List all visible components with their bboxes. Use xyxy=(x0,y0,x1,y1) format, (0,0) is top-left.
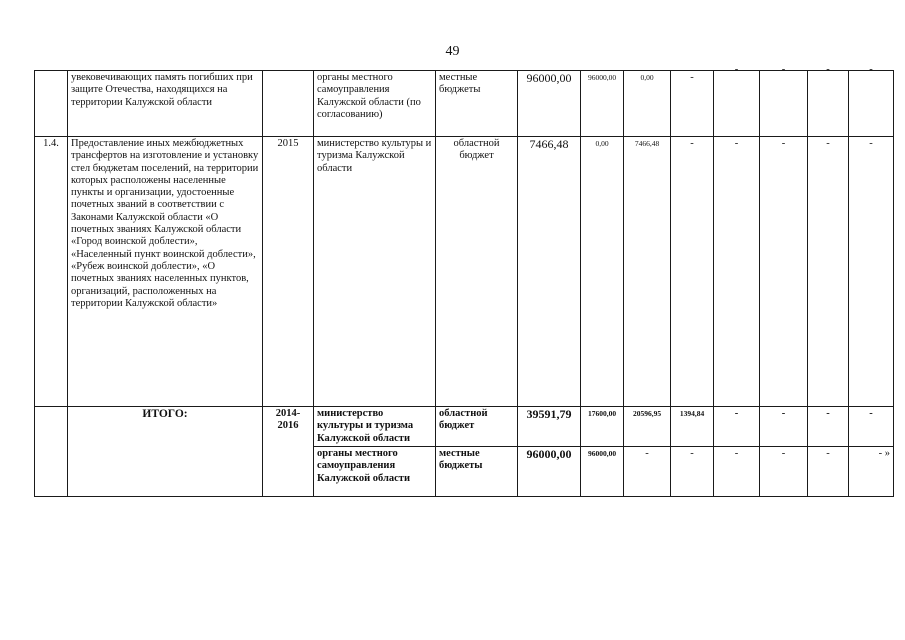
table-row-total xyxy=(35,407,894,447)
cell-executor: министерство культуры и туризма Калужской области xyxy=(314,407,436,447)
cell-2014: 0,00 xyxy=(581,137,624,407)
cell-2016: - xyxy=(671,447,714,497)
cell-2014: 96000,00 xyxy=(581,447,624,497)
cell-number xyxy=(35,407,68,497)
cell-total: 96000,00 xyxy=(518,71,581,137)
cell-2015: 0,00 xyxy=(624,71,671,137)
cell-extra-2: - xyxy=(760,407,808,447)
cell-extra-4: - xyxy=(849,407,894,447)
cell-2016: 1394,84 xyxy=(671,407,714,447)
cell-event-name: увековечивающих память погибших при защите Отечества, находящихся на территории Калужской области xyxy=(68,71,263,137)
cell-total: 39591,79 xyxy=(518,407,581,447)
cell-extra-1: - xyxy=(714,71,760,137)
total-period: 2014-2016 xyxy=(263,407,314,497)
cell-extra-4: - » xyxy=(849,447,894,497)
cell-extra-2: - xyxy=(760,447,808,497)
cell-number: 1.4. xyxy=(35,137,68,407)
cell-extra-4: - xyxy=(849,137,894,407)
table-row xyxy=(35,71,894,137)
cell-event-name: Предоставление иных межбюджетных трансфертов на изготовление и установку стел бюджетам поселений, на территории которых расположены населенные пункты и организации, удостоенные почетных званий в соответствии с Законами Калужской области «О почетных званиях Калужской области «Город воинской доблести», «Населенный пункт воинской доблести», «Рубеж воинской доблести», «О почетных званиях населенных пунктов, организаций, расположенных на территории Калужской области» xyxy=(68,137,263,407)
cell-total: 7466,48 xyxy=(518,137,581,407)
cell-funding-source: областной бюджет xyxy=(436,407,518,447)
cell-total: 96000,00 xyxy=(518,447,581,497)
total-label: ИТОГО: xyxy=(68,407,263,497)
cell-period xyxy=(263,71,314,137)
cell-2014: 17600,00 xyxy=(581,407,624,447)
cell-executor: органы местного самоуправления Калужской области xyxy=(314,447,436,497)
cell-funding-source: местные бюджеты xyxy=(436,71,518,137)
cell-extra-3: - xyxy=(808,137,849,407)
cell-2015: 20596,95 xyxy=(624,407,671,447)
cell-number xyxy=(35,71,68,137)
cell-extra-2: - xyxy=(760,71,808,137)
cell-extra-4: - xyxy=(849,71,894,137)
page-number: 49 xyxy=(445,44,460,59)
cell-executor: органы местного самоуправления Калужской области (по согласованию) xyxy=(314,71,436,137)
program-table xyxy=(34,64,894,497)
cell-2014: 96000,00 xyxy=(581,71,624,137)
cell-extra-1: - xyxy=(714,447,760,497)
cell-funding-source: областной бюджет xyxy=(436,137,518,407)
cell-2015: 7466,48 xyxy=(624,137,671,407)
cell-period: 2015 xyxy=(263,137,314,407)
cell-extra-1: - xyxy=(714,407,760,447)
table-row xyxy=(35,137,894,407)
cell-funding-source: местные бюджеты xyxy=(436,447,518,497)
cell-2015: - xyxy=(624,447,671,497)
cell-extra-1: - xyxy=(714,137,760,407)
cell-extra-3: - xyxy=(808,407,849,447)
cell-extra-3: - xyxy=(808,447,849,497)
cell-extra-2: - xyxy=(760,137,808,407)
cell-2016: - xyxy=(671,137,714,407)
cell-extra-3: - xyxy=(808,71,849,137)
cell-2016: - xyxy=(671,71,714,137)
cell-executor: министерство культуры и туризма Калужской области xyxy=(314,137,436,407)
